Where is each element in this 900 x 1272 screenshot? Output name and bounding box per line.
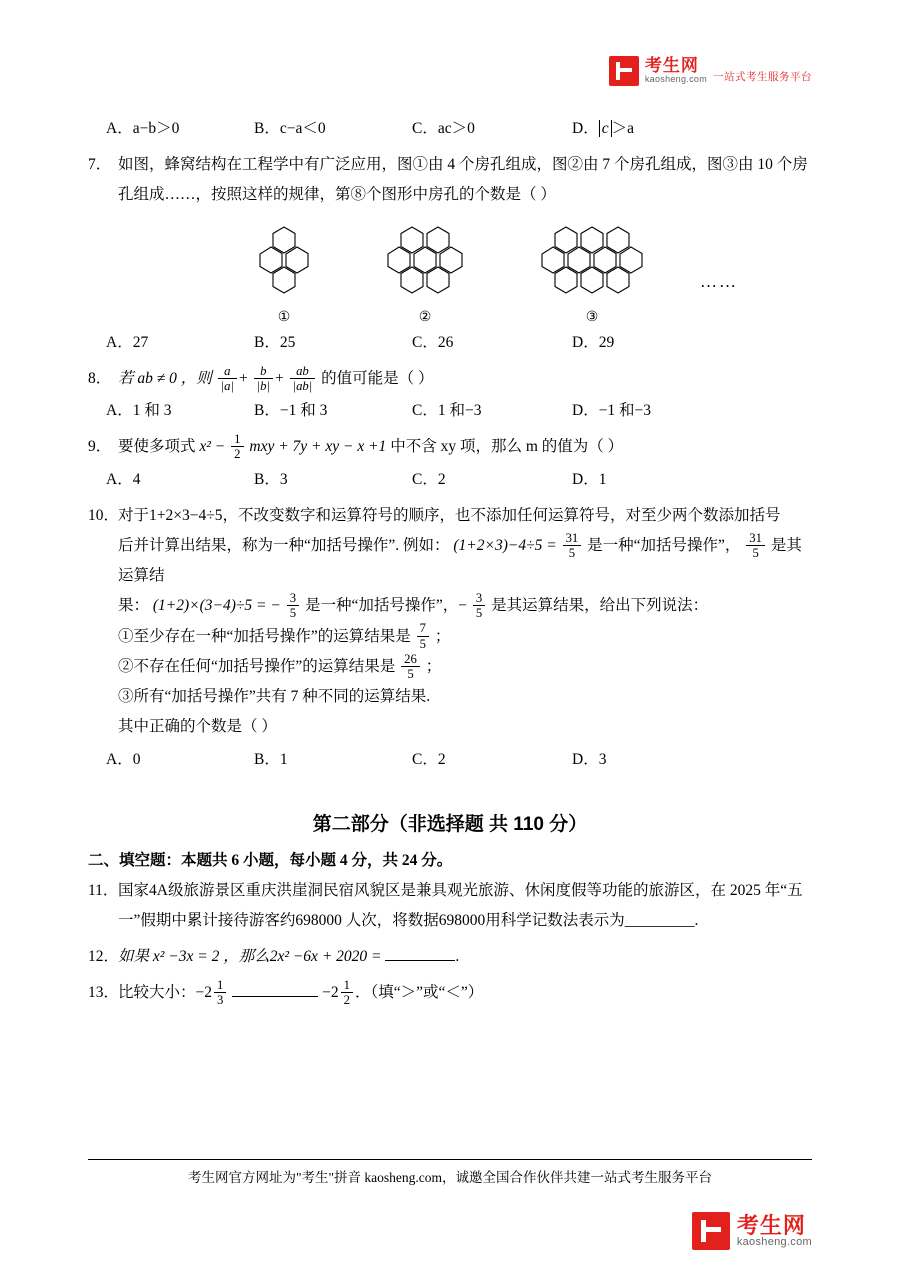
question-10-statement-1: ①至少存在一种“加括号操作”的运算结果是 $\frac{7}{5}$ ； — [118, 621, 451, 651]
logo-name-en: kaosheng.com — [644, 74, 707, 85]
question-7 — [88, 150, 812, 210]
option-d: D．29 — [572, 333, 615, 351]
question-12-number: 12． — [88, 948, 120, 966]
question-12 — [88, 942, 812, 972]
figure-3-label: ③ — [585, 309, 599, 325]
question-13-body — [118, 978, 812, 1008]
question-11-line-2: 一”假期中累计接待游客约698000 人次，将数据698000用科学记数法表示为_________. — [118, 911, 699, 929]
figure-3 — [520, 221, 664, 326]
question-10-statement-2: ②不存在任何“加括号操作”的运算结果是 $\frac{26}{5}$ ； — [118, 651, 442, 681]
honeycomb-figure-3-svg — [520, 221, 664, 301]
figure-1 — [238, 221, 330, 326]
question-13-text-a: 比较大小：−2 — [118, 984, 212, 1002]
fill-in-blank-section-head: 二、填空题：本题共 6 小题，每小题 4 分，共 24 分。 — [88, 851, 453, 869]
logo-text — [645, 57, 707, 84]
question-13 — [88, 978, 812, 1008]
logo-name-cn: 考生网 — [644, 56, 699, 76]
question-13-text-b: −2 — [322, 984, 339, 1002]
option-d: D．3 — [572, 750, 607, 768]
question-9-text — [118, 432, 812, 462]
question-10-body — [118, 501, 812, 743]
honeycomb-figure-2-svg — [366, 221, 484, 301]
fraction-a-over-abs-a: $\frac{a}{|a|}$ — [218, 364, 237, 393]
ellipsis-dots: …… — [700, 271, 738, 291]
fraction-31-over-5: $\frac{31}{5}$ — [563, 531, 582, 560]
option-b: B．1 — [254, 750, 288, 768]
absolute-value: c — [599, 120, 612, 137]
option-a: A．0 — [106, 750, 141, 768]
question-8-text: 若 ab ≠ 0 ，则 $\frac{a}{|a|}$ + $\frac{b}{|b|}$ + $\frac{ab}{|ab|}$ 的值可能是（ ） — [118, 363, 434, 393]
fraction-3-over-5-b: $\frac{3}{5}$ — [473, 591, 485, 620]
footer-logo-name-en: kaosheng.com — [736, 1235, 812, 1248]
question-7-options — [88, 328, 812, 358]
honeycomb-figure-1-svg — [238, 221, 330, 301]
option-c: C．1 和−3 — [412, 402, 482, 420]
footer-divider — [88, 1159, 812, 1160]
question-13-text-c: ．（填“＞”或“＜”） — [354, 984, 484, 1002]
question-10-line-1: 对于1+2×3−4÷5，不改变数字和运算符号的顺序，也不添加任何运算符号，对至少两个数添加括号 — [118, 506, 781, 524]
fraction-26-over-5: $\frac{26}{5}$ — [401, 652, 420, 681]
footer-logo-text — [737, 1214, 812, 1249]
answer-blank — [232, 981, 318, 998]
option-a: A．4 — [106, 470, 141, 488]
option-c: C．2 — [412, 470, 446, 488]
figure-2-label: ② — [418, 309, 432, 325]
question-12-body: 如果 x² −3x = 2 ，那么2x² −6x + 2020 = . — [118, 942, 812, 972]
fraction-31-over-5-b: $\frac{31}{5}$ — [746, 531, 765, 560]
question-9-lead: 要使多项式 — [118, 438, 196, 456]
question-10-line-2: 后并计算出结果，称为一种“加括号操作”. 例如： (1+2×3)−4÷5 = $\frac{31}{5}$ 是一种“加括号操作”， $\frac{31}{5}$ 是其运算结 — [118, 530, 802, 585]
question-9-expr-2: mxy + 7y + xy − x +1 — [249, 438, 387, 456]
fraction-ab-over-abs-ab: $\frac{ab}{|ab|}$ — [290, 364, 316, 393]
question-11-line-1: 国家4A级旅游景区重庆洪崖洞民宿风貌区是兼具观光旅游、休闲度假等功能的旅游区，在 2025 年“五 — [118, 881, 803, 899]
fraction-b-over-abs-b: $\frac{b}{|b|}$ — [254, 364, 273, 393]
option-b: B．−1 和 3 — [254, 402, 328, 420]
question-7-number: 7． — [88, 156, 112, 174]
question-13-number: 13． — [88, 984, 120, 1002]
question-10-options — [88, 745, 812, 775]
option-a: A．a−b＞0 — [106, 120, 180, 137]
question-10-number: 10． — [88, 506, 120, 524]
honeycomb-figures — [238, 221, 812, 326]
question-6-options — [88, 114, 812, 144]
footer-text: 考生网官方网址为"考生"拼音 kaosheng.com，诚邀全国合作伙伴共建一站式考生服务平台 — [187, 1170, 712, 1185]
question-9 — [88, 432, 812, 462]
question-8-number: 8． — [88, 369, 112, 387]
fraction-one-half: $\frac{1}{2}$ — [231, 432, 243, 461]
question-8 — [88, 364, 812, 394]
figure-2 — [366, 221, 484, 326]
option-d: D．−1 和−3 — [572, 402, 652, 420]
question-12-text: 如果 x² −3x = 2 ，那么2x² −6x + 2020 = — [118, 948, 382, 966]
question-9-tail: 中不含 xy 项，那么 m 的值为（ ） — [390, 438, 624, 456]
question-9-number: 9． — [88, 438, 112, 456]
question-11 — [88, 876, 812, 936]
option-a: A．27 — [106, 333, 149, 351]
part-two-title: 第二部分（非选择题 共 110 分） — [312, 813, 588, 835]
figure-1-label: ① — [277, 309, 291, 325]
logo-tagline: 一站式考生服务平台 — [713, 71, 812, 83]
question-9-expr-1: x² − — [199, 438, 226, 456]
question-8-lead: 若 ab ≠ 0 ，则 — [118, 369, 212, 387]
question-10-line-3: 果： (1+2)×(3−4)÷5 = − $\frac{3}{5}$ 是一种“加括号操作”，− $\frac{3}{5}$ 是其运算结果，给出下列说法： — [118, 591, 709, 621]
fraction-1-over-2: $\frac{1}{2}$ — [341, 978, 353, 1007]
question-11-body — [118, 876, 812, 936]
question-10-tail: 其中正确的个数是（ ） — [118, 718, 277, 736]
question-9-options — [88, 465, 812, 495]
site-logo-footer — [692, 1212, 812, 1250]
footer-logo-name-cn: 考生网 — [736, 1212, 806, 1238]
exam-content — [88, 112, 812, 1009]
option-b: B．c−a＜0 — [254, 120, 326, 137]
fraction-1-over-3: $\frac{1}{3}$ — [214, 978, 226, 1007]
option-c: C．ac＞0 — [412, 120, 475, 137]
site-logo-header — [609, 56, 812, 86]
option-d: D．1 — [572, 470, 607, 488]
question-7-text: 如图，蜂窝结构在工程学中有广泛应用，图①由 4 个房孔组成，图②由 7 个房孔组成，图③由 10 个房孔组成……，按照这样的规律，第⑧个图形中房孔的个数是（ ） — [118, 156, 808, 204]
kaosheng-logo-icon — [609, 56, 639, 86]
question-11-number: 11． — [88, 881, 119, 899]
fraction-3-over-5: $\frac{3}{5}$ — [287, 591, 299, 620]
question-8-tail: 的值可能是（ ） — [321, 369, 434, 387]
kaosheng-logo-icon-footer — [692, 1212, 730, 1250]
option-c: C．26 — [412, 333, 454, 351]
question-10 — [88, 501, 812, 743]
fraction-7-over-5: $\frac{7}{5}$ — [417, 621, 429, 650]
option-d: D． c ＞a — [572, 120, 634, 137]
option-a: A．1 和 3 — [106, 402, 172, 420]
option-c: C．2 — [412, 750, 446, 768]
option-b: B．3 — [254, 470, 288, 488]
question-8-options — [88, 396, 812, 426]
answer-blank — [385, 945, 455, 962]
question-10-statement-3: ③所有“加括号操作”共有 7 种不同的运算结果. — [118, 688, 431, 706]
option-b: B．25 — [254, 333, 296, 351]
